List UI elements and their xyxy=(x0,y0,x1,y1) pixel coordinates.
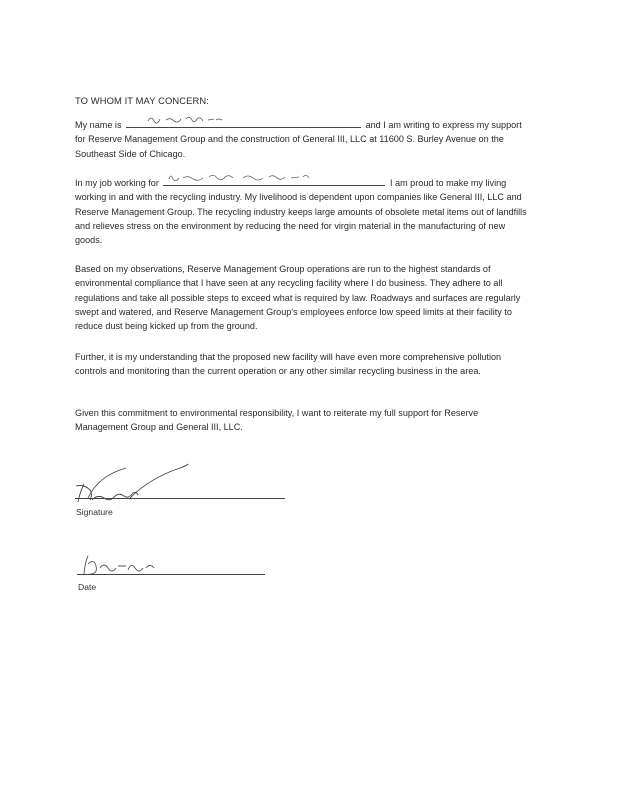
name-prefix: My name is xyxy=(75,120,122,130)
job-prefix: In my job working for xyxy=(75,178,159,188)
observations-paragraph: Based on my observations, Reserve Management Group operations are run to the highest standards of environmental compliance that I have seen at any recycling facility where I do business. They adhere to all regulations and take all possible steps to exceed what is required by law. Roadways and surfaces are regularly swept and watered, and Reserve Management Group's employees enforce low speed limits at their facility to reduce dust being kicked up from the ground. xyxy=(75,264,521,332)
salutation: TO WHOM IT MAY CONCERN: xyxy=(75,95,209,106)
understanding-paragraph: Further, it is my understanding that the proposed new facility will have even more comprehensive pollution controls and monitoring than the current operation or any other similar recycling business in the area. xyxy=(75,352,502,377)
job-text: I am proud to make my living working in and with the recycling industry. My livelihood is dependent upon companies like General III, LLC and Reserve Management Group. The recycling industry keeps large amounts of obsolete metal items out of landfills and relieves stress on the environment by reducing the need for virgin material in the manufacturing of new goods. xyxy=(75,178,527,246)
signature-line xyxy=(75,498,285,499)
handwritten-name xyxy=(126,113,236,127)
handwritten-employer xyxy=(163,171,363,185)
job-paragraph xyxy=(75,175,530,247)
signature-label: Signature xyxy=(76,507,113,517)
employer-field xyxy=(163,175,385,186)
support-paragraph: Given this commitment to environmental responsibility, I want to reiterate my full support for Reserve Management Group and General III, LLC. xyxy=(75,408,479,433)
name-field xyxy=(126,117,361,128)
intro-paragraph xyxy=(75,117,530,161)
intro-text: and I am writing to express my support for Reserve Management Group and the construction of General III, LLC at 11600 S. Burley Avenue on the Southeast Side of Chicago. xyxy=(75,120,522,159)
date-line xyxy=(77,574,265,575)
date-label: Date xyxy=(78,582,97,592)
